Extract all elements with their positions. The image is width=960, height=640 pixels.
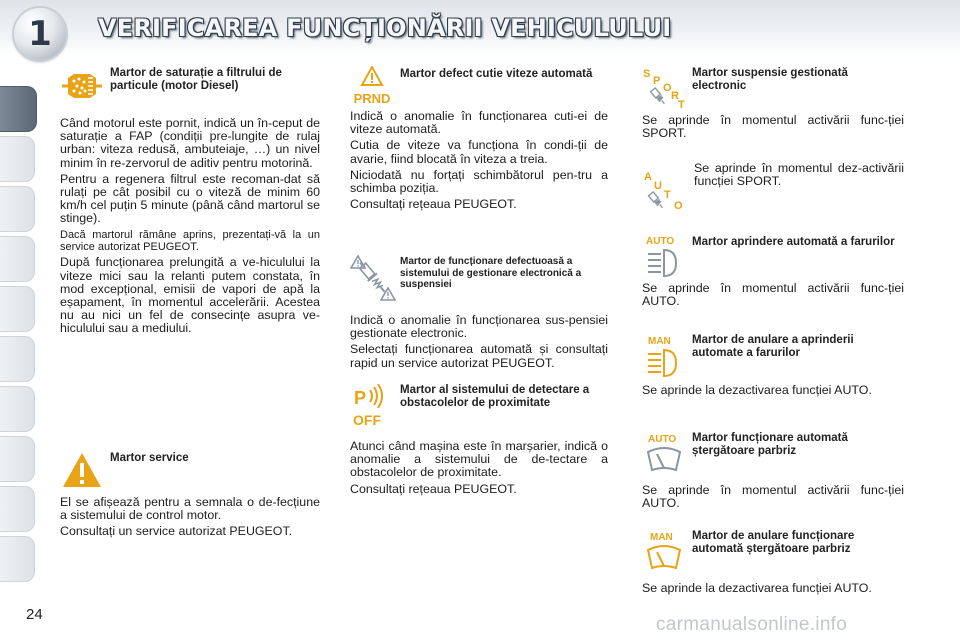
svg-text:O: O xyxy=(674,200,683,212)
gearbox-warning-text-2: Cutia de viteze va funcționa în condi-ții de avarie, fiind blocată în viteza a treia. xyxy=(350,138,608,166)
warning-triangle-icon xyxy=(60,450,104,490)
chapter-tab-6[interactable] xyxy=(0,336,35,382)
suspension-auto-text: Se aprinde în momentul dez-activării funcției SPORT. xyxy=(694,161,904,189)
auto-wiper-title: Martor funcționare automată ștergătoare parbriz xyxy=(692,432,848,457)
parking-sensor-title: Martor al sistemului de detectare a obstacolelor de proximitate xyxy=(400,384,590,409)
suspension-sport-icon xyxy=(642,66,686,110)
manual-wiper-title: Martor de anulare funcționare automată ștergătoare parbriz xyxy=(692,530,855,555)
service-warning-text-2: Consultați un service autorizat PEUGEOT. xyxy=(60,524,293,539)
parking-off-label: OFF xyxy=(353,412,381,428)
parking-sensor-text-1: Atunci când mașina este în marșarier, indică o anomalie a sistemului de de-tectare a obstacolelor de proximitate. xyxy=(350,439,608,480)
manual-wiper-icon xyxy=(642,530,686,574)
chapter-tab-3[interactable] xyxy=(0,186,35,232)
chapter-tab-4[interactable] xyxy=(0,236,35,282)
manual-wiper-section xyxy=(642,530,904,595)
manual-headlamp-title: Martor de anulare a aprinderii automate a farurilor xyxy=(692,334,854,359)
auto-headlamp-icon xyxy=(642,234,686,278)
suspension-sport-text: Se aprinde în momentul activării func-ției SPORT. xyxy=(642,113,904,141)
gearbox-warning-title: Martor defect cutie viteze automată xyxy=(400,68,593,80)
suspension-fault-text-1: Indică o anomalie în funcționarea sus-pensiei gestionate electronic. xyxy=(350,313,608,341)
auto-headlamp-section xyxy=(642,234,904,308)
svg-text:R: R xyxy=(671,90,679,102)
chapter-tab-5[interactable] xyxy=(0,286,35,332)
svg-text:A: A xyxy=(644,171,652,183)
manual-headlamp-text: Se aprinde la dezactivarea funcției AUTO. xyxy=(642,383,872,397)
service-warning-section xyxy=(60,450,320,539)
suspension-auto-section xyxy=(642,161,904,212)
chapter-tab-9[interactable] xyxy=(0,486,35,532)
page-number: 24 xyxy=(26,606,43,623)
service-warning-text-1: El se afișează pentru a semnala o de-fecțiune a sistemului de control motor. xyxy=(60,495,320,523)
svg-text:AUTO: AUTO xyxy=(646,236,675,247)
fap-warning-title: Martor de saturație a filtrului de particule (motor Diesel) xyxy=(110,67,282,92)
fap-filter-icon xyxy=(60,66,104,106)
parking-sensor-off-icon xyxy=(350,384,394,428)
watermark: carmanualsonline.info xyxy=(656,614,848,635)
svg-text:O: O xyxy=(663,82,672,94)
gearbox-warning-text-1: Indică o anomalie în funcționarea cuti-ei de viteze automată. xyxy=(350,109,608,137)
auto-headlamp-text: Se aprinde în momentul activării func-ției AUTO. xyxy=(642,281,904,309)
suspension-fault-section xyxy=(350,254,608,370)
page-title: VERIFICAREA FUNCȚIONĂRII VEHICULULUI xyxy=(98,14,672,42)
parking-p-label: P xyxy=(354,388,367,408)
svg-text:MAN: MAN xyxy=(648,336,671,347)
manual-wiper-text: Se aprinde la dezactivarea funcției AUTO. xyxy=(642,581,872,595)
auto-headlamp-title: Martor aprindere automată a farurilor xyxy=(692,236,895,248)
chapter-tab-7[interactable] xyxy=(0,386,35,432)
suspension-fault-icon xyxy=(350,254,396,302)
suspension-sport-title: Martor suspensie gestionată electronic xyxy=(692,67,848,92)
service-warning-title: Martor service xyxy=(110,452,189,464)
fap-warning-text-1: Când motorul este pornit, indică un în-ceput de saturație a FAP (condiții pre-lungite de rulaj urban: viteza redusă, ambuteiaje, …) un nivel minim în re-zervorul de aditiv pentru motorină. xyxy=(60,116,320,170)
chapter-tab-2[interactable] xyxy=(0,136,35,182)
fap-warning-text-2: Pentru a regenera filtrul este recoman-dat să rulați pe cât posibil cu o viteză de minim 60 km/h cel puțin 5 minute (până când martorul se stinge). xyxy=(60,171,320,226)
auto-wiper-icon xyxy=(642,432,686,476)
suspension-auto-icon xyxy=(642,168,686,212)
chapter-tab-8[interactable] xyxy=(0,436,35,482)
chapter-badge: 1 xyxy=(14,8,66,60)
manual-headlamp-icon xyxy=(642,334,686,378)
suspension-fault-text-2: Selectați funcționarea automată și consultați rapid un service autorizat PEUGEOT. xyxy=(350,342,608,370)
parking-sensor-section xyxy=(350,384,608,496)
fap-warning-text-3: Dacă martorul rămâne aprins, prezentați-vă la un service autorizat PEUGEOT. xyxy=(60,228,320,254)
prnd-warning-icon xyxy=(350,66,394,106)
chapter-tab-10[interactable] xyxy=(0,536,35,582)
svg-text:T: T xyxy=(678,99,685,110)
auto-wiper-text: Se aprinde în momentul activării func-ției AUTO. xyxy=(642,483,904,511)
svg-text:U: U xyxy=(654,180,662,192)
suspension-sport-section xyxy=(642,66,904,140)
gearbox-warning-text-4: Consultați rețeaua PEUGEOT. xyxy=(350,197,517,212)
gearbox-warning-text-3: Niciodată nu forțați schimbătorul pen-tru a schimba poziția. xyxy=(350,167,608,196)
svg-text:MAN: MAN xyxy=(650,532,673,543)
fap-warning-section xyxy=(60,66,320,336)
svg-text:P: P xyxy=(653,75,661,87)
chapter-tab-1[interactable] xyxy=(0,86,37,132)
svg-text:T: T xyxy=(664,189,671,201)
manual-headlamp-section xyxy=(642,334,904,397)
svg-text:AUTO: AUTO xyxy=(648,434,677,445)
prnd-label: PRND xyxy=(353,91,391,106)
parking-sensor-text-2: Consultați rețeaua PEUGEOT. xyxy=(350,481,517,496)
fap-warning-text-4: După funcționarea prelungită a ve-hiculului la viteze mici sau la relanti putem constata, în mod excepțional, emisii de vapori de apă la eșapament, în momentul accelerării. Acestea nu au nici un fel de consecințe asupra ve-hiculului sau a mediului. xyxy=(60,255,320,336)
auto-wiper-section xyxy=(642,432,904,510)
suspension-fault-title: Martor de funcționare defectuoasă a sistemului de gestionare electronică a suspensiei xyxy=(400,256,582,290)
svg-text:S: S xyxy=(643,68,651,80)
gearbox-warning-section xyxy=(350,66,608,211)
